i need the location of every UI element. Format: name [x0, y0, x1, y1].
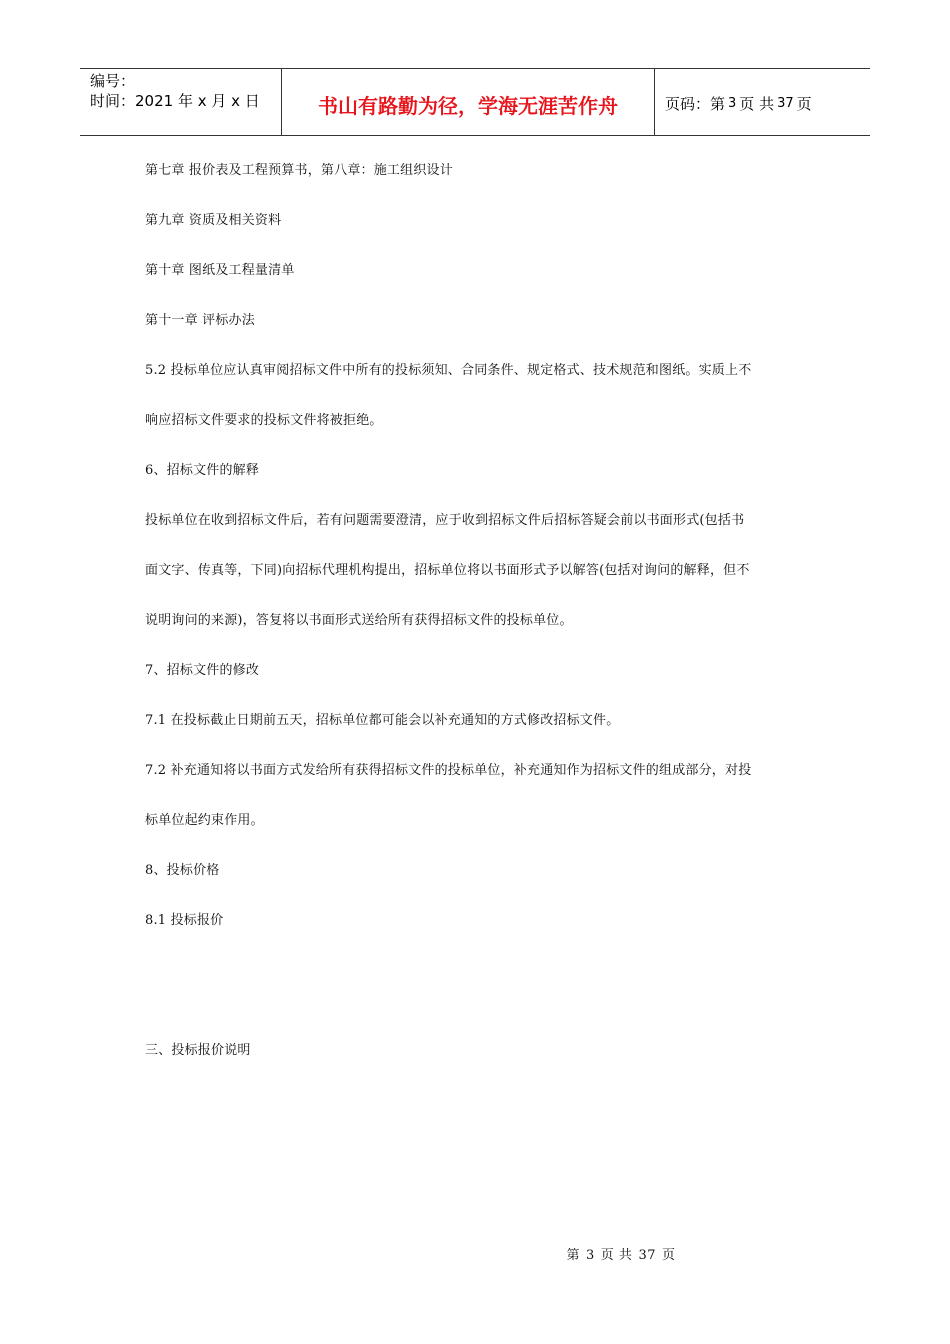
body-line: 7.2 补充通知将以书面方式发给所有获得招标文件的投标单位，补充通知作为招标文件的组成部分，对投 [145, 763, 752, 778]
body-line: 6、招标文件的解释 [145, 463, 260, 478]
body-line: 说明询问的来源)，答复将以书面形式送给所有获得招标文件的投标单位。 [145, 613, 573, 628]
header-page-total: 37 [777, 95, 794, 111]
footer-mid: 页 共 [600, 1248, 633, 1263]
header-page-info [655, 69, 870, 135]
blank-space [145, 958, 810, 1038]
document-body [145, 158, 810, 1088]
page-footer [0, 1244, 950, 1263]
body-line: 第十一章 评标办法 [145, 313, 255, 328]
body-line: 第十章 图纸及工程量清单 [145, 263, 295, 278]
header-page-mid: 页 共 [739, 94, 775, 113]
body-line: 8、投标价格 [145, 863, 220, 878]
footer-page-total: 37 [638, 1248, 656, 1263]
footer-prefix: 第 [566, 1248, 581, 1263]
body-line: 标单位起约束作用。 [145, 813, 264, 828]
body-line: 投标单位在收到招标文件后，若有问题需要澄清，应于收到招标文件后招标答疑会前以书面形式(包括书 [145, 513, 745, 528]
footer-page-current: 3 [586, 1248, 595, 1263]
body-line: 7.1 在投标截止日期前五天，招标单位都可能会以补充通知的方式修改招标文件。 [145, 713, 620, 728]
body-line: 面文字、传真等，下同)向招标代理机构提出，招标单位将以书面形式予以解答(包括对询问的解释，但不 [145, 563, 750, 578]
document-time-label: 时间：2021 年 x 月 x 日 [90, 92, 260, 110]
section-heading: 三、投标报价说明 [145, 1043, 251, 1058]
header-meta [80, 69, 281, 135]
document-number-label: 编号： [90, 72, 136, 90]
body-line: 7、招标文件的修改 [145, 663, 260, 678]
header-motto: 书山有路勤为径，学海无涯苦作舟 [281, 69, 655, 135]
body-line: 8.1 投标报价 [145, 913, 224, 928]
header-page-prefix: 页码：第 [665, 94, 726, 113]
body-line: 第九章 资质及相关资料 [145, 213, 282, 228]
header-page-current: 3 [728, 95, 737, 111]
footer-suffix: 页 [661, 1248, 676, 1263]
body-line: 第七章 报价表及工程预算书，第八章：施工组织设计 [145, 163, 453, 178]
header-page-suffix: 页 [796, 94, 812, 113]
body-line: 5.2 投标单位应认真审阅招标文件中所有的投标须知、合同条件、规定格式、技术规范和图纸。实质上不 [145, 363, 752, 378]
page-header [80, 68, 870, 136]
body-line: 响应招标文件要求的投标文件将被拒绝。 [145, 413, 383, 428]
